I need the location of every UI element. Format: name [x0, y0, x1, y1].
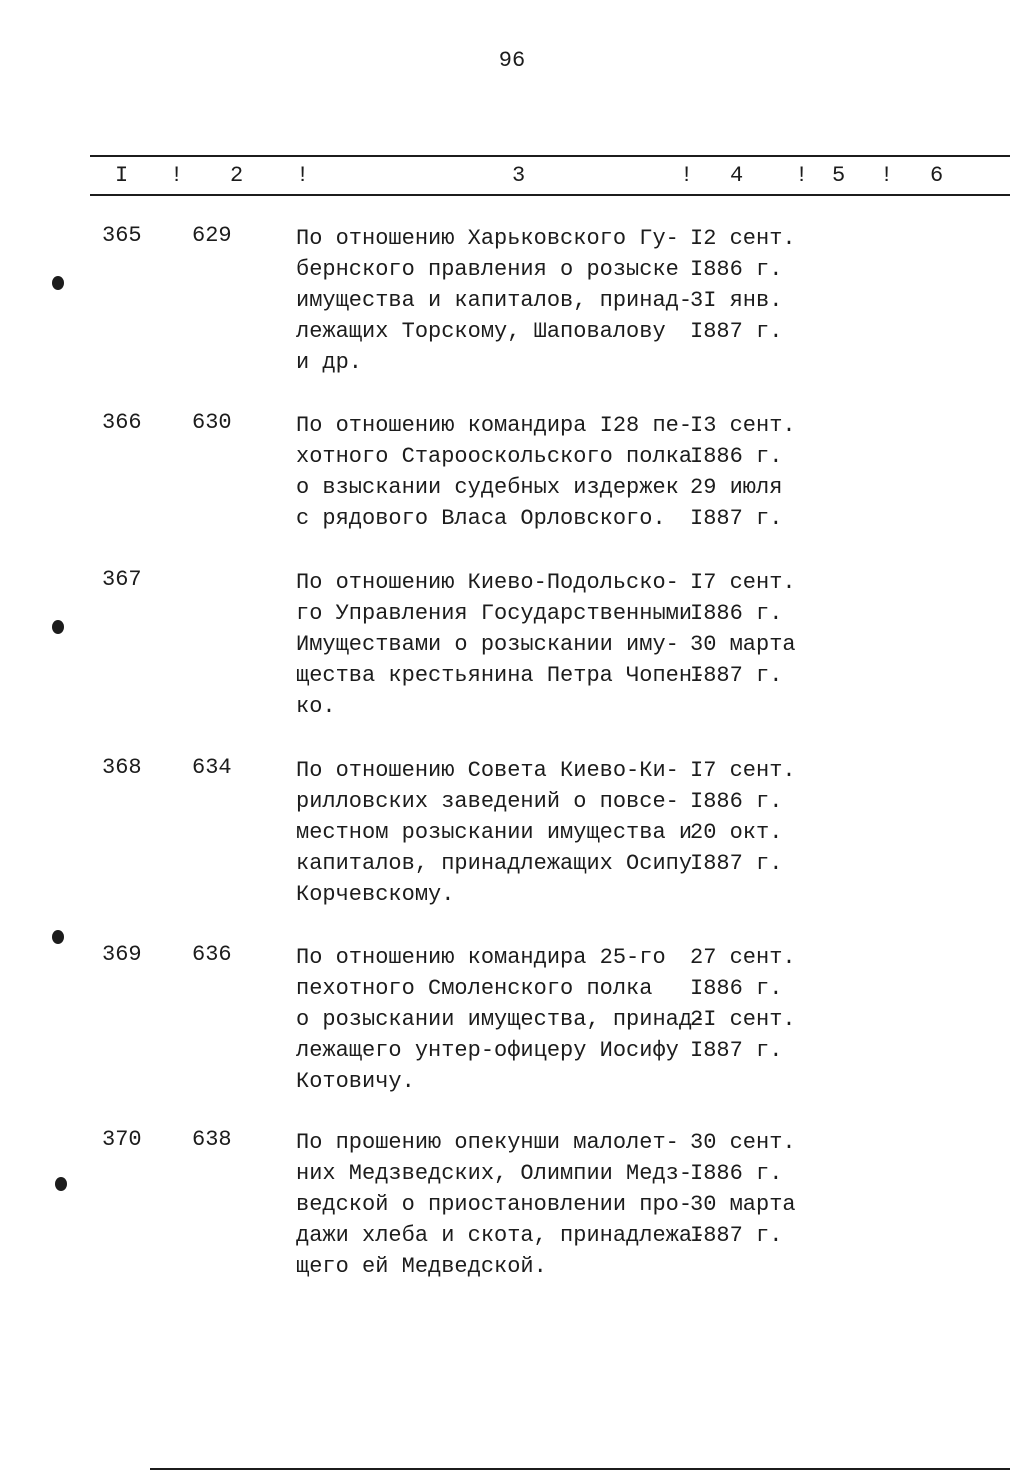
entry-description — [296, 755, 693, 910]
header-separator: ! — [795, 163, 809, 188]
description-line: пехотного Смоленского полка — [296, 976, 653, 1001]
description-line: о взыскании судебных издержек — [296, 475, 679, 500]
description-line: бернского правления о розыске — [296, 257, 679, 282]
entry-number: 369 — [102, 942, 142, 967]
description-line: щества крестьянина Петра Чопен- — [296, 663, 706, 688]
binding-hole — [52, 620, 64, 634]
header-separator: ! — [170, 163, 184, 188]
date-line: I886 г. — [690, 1161, 783, 1186]
entry-description — [296, 1127, 706, 1282]
header-col-3: 3 — [512, 163, 526, 188]
entry-description — [296, 567, 706, 722]
date-line: I7 сент. — [690, 758, 796, 783]
description-line: капиталов, принадлежащих Осипу — [296, 851, 693, 876]
binding-hole — [52, 930, 64, 944]
description-line: ведской о приостановлении про- — [296, 1192, 693, 1217]
description-line: них Медзведских, Олимпии Медз- — [296, 1161, 693, 1186]
entry-number: 365 — [102, 223, 142, 248]
header-separator: ! — [296, 163, 310, 188]
page-number: 96 — [498, 48, 526, 73]
description-line: хотного Старооскольского полка — [296, 444, 693, 469]
description-line: Котовичу. — [296, 1069, 415, 1094]
entry-description — [296, 223, 693, 378]
description-line: По отношению Совета Киево-Ки- — [296, 758, 679, 783]
case-number: 629 — [192, 223, 232, 248]
entry-number: 366 — [102, 410, 142, 435]
table-header — [0, 163, 1024, 189]
header-top-rule — [90, 155, 1010, 157]
description-line: рилловских заведений о повсе- — [296, 789, 679, 814]
date-line: I7 сент. — [690, 570, 796, 595]
header-col-5: 5 — [832, 163, 846, 188]
entry-number: 370 — [102, 1127, 142, 1152]
date-line: 30 марта — [690, 632, 796, 657]
description-line: лежащих Торскому, Шаповалову — [296, 319, 666, 344]
date-line: I886 г. — [690, 789, 783, 814]
date-line: I887 г. — [690, 1038, 783, 1063]
header-col-2: 2 — [230, 163, 244, 188]
date-line: 29 июля — [690, 475, 783, 500]
date-line: I887 г. — [690, 319, 783, 344]
description-line: ко. — [296, 694, 336, 719]
binding-hole — [52, 276, 64, 290]
entry-dates — [690, 567, 820, 691]
entry-dates — [690, 942, 820, 1066]
description-line: местном розыскании имущества и — [296, 820, 693, 845]
entry-number: 368 — [102, 755, 142, 780]
date-line: I886 г. — [690, 976, 783, 1001]
date-line: I887 г. — [690, 1223, 783, 1248]
binding-hole — [55, 1177, 67, 1191]
header-separator: ! — [680, 163, 694, 188]
description-line: По прошению опекунши малолет- — [296, 1130, 679, 1155]
date-line: I886 г. — [690, 444, 783, 469]
entry-dates — [690, 223, 820, 347]
header-col-4: 4 — [730, 163, 744, 188]
date-line: I887 г. — [690, 506, 783, 531]
entry-number: 367 — [102, 567, 142, 592]
description-line: и др. — [296, 350, 363, 375]
bottom-page-edge — [150, 1468, 1010, 1470]
header-separator: ! — [880, 163, 894, 188]
description-line: о розыскании имущества, принад- — [296, 1007, 706, 1032]
entry-dates — [690, 755, 820, 879]
case-number: 630 — [192, 410, 232, 435]
header-col-1: I — [115, 163, 129, 188]
entry-description — [296, 942, 706, 1097]
date-line: 20 окт. — [690, 820, 783, 845]
date-line: I886 г. — [690, 257, 783, 282]
date-line: 30 марта — [690, 1192, 796, 1217]
date-line: I887 г. — [690, 851, 783, 876]
date-line: I2 сент. — [690, 226, 796, 251]
description-line: По отношению командира I28 пе- — [296, 413, 693, 438]
description-line: го Управления Государственными — [296, 601, 693, 626]
case-number: 638 — [192, 1127, 232, 1152]
date-line: 2I сент. — [690, 1007, 796, 1032]
description-line: Корчевскому. — [296, 882, 455, 907]
case-number: 636 — [192, 942, 232, 967]
date-line: 27 сент. — [690, 945, 796, 970]
entry-description — [296, 410, 693, 534]
description-line: с рядового Власа Орловского. — [296, 506, 666, 531]
description-line: Имуществами о розыскании иму- — [296, 632, 679, 657]
date-line: I886 г. — [690, 601, 783, 626]
entry-dates — [690, 1127, 820, 1251]
description-line: По отношению Киево-Подольско- — [296, 570, 679, 595]
case-number: 634 — [192, 755, 232, 780]
date-line: 30 сент. — [690, 1130, 796, 1155]
date-line: 3I янв. — [690, 288, 783, 313]
description-line: дажи хлеба и скота, принадлежа- — [296, 1223, 706, 1248]
description-line: По отношению командира 25-го — [296, 945, 666, 970]
date-line: I887 г. — [690, 663, 783, 688]
description-line: щего ей Медведской. — [296, 1254, 547, 1279]
header-col-6: 6 — [930, 163, 944, 188]
date-line: I3 сент. — [690, 413, 796, 438]
description-line: По отношению Харьковского Гу- — [296, 226, 679, 251]
description-line: имущества и капиталов, принад- — [296, 288, 693, 313]
description-line: лежащего унтер-офицеру Иосифу — [296, 1038, 679, 1063]
header-bottom-rule — [90, 194, 1010, 196]
entry-dates — [690, 410, 820, 534]
